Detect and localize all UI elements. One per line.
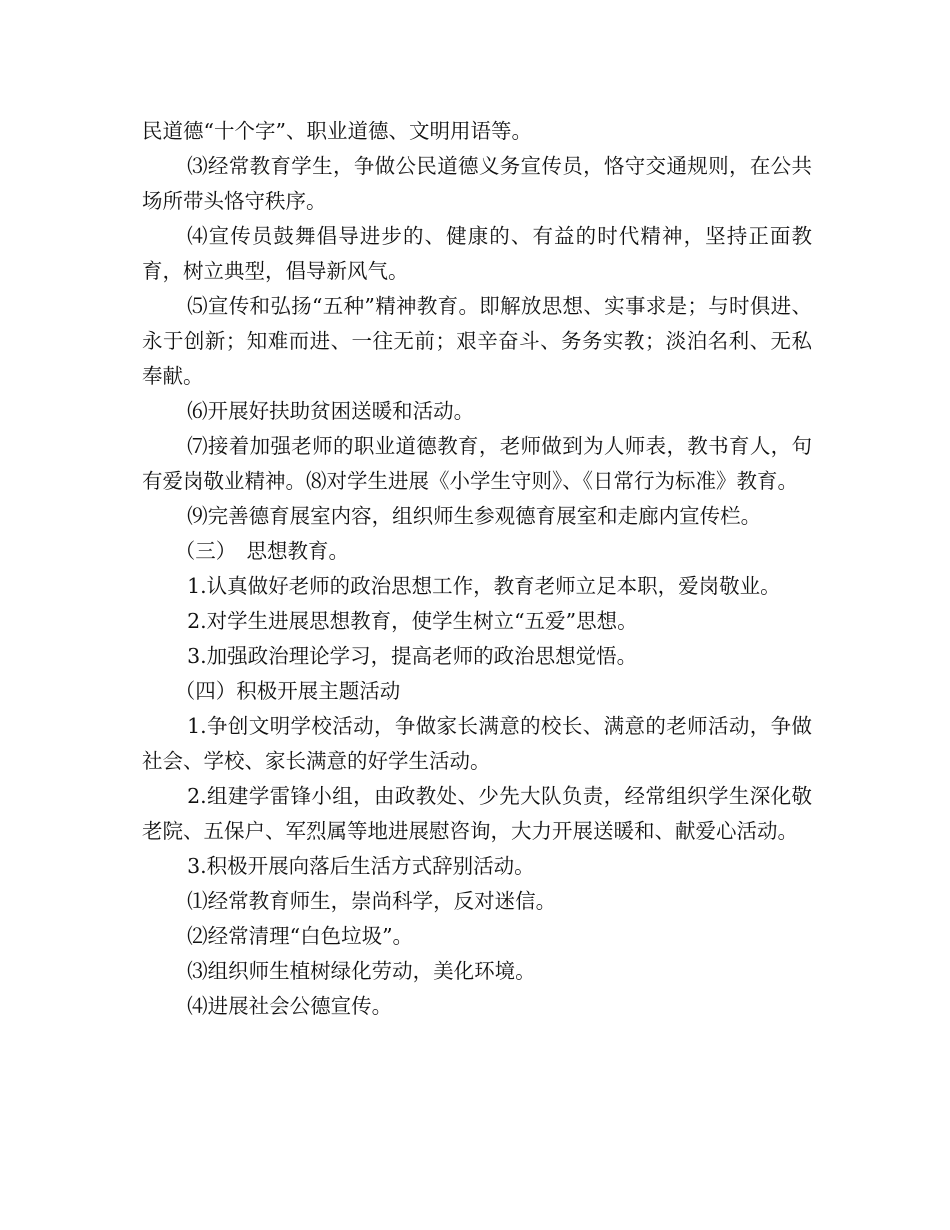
paragraph: 1.认真做好老师的政治思想工作，教育老师立足本职，爱岗敬业。	[187, 574, 781, 598]
paragraph: 2.对学生进展思想教育，使学生树立“五爱”思想。	[187, 609, 638, 633]
paragraph: ⑶组织师生植树绿化劳动，美化环境。	[187, 959, 536, 983]
paragraph: ⑶经常教育学生，争做公民道德义务宣传员，恪守交通规则，在公共场所带头恪守秩序。	[142, 154, 812, 213]
paragraph: ⑹开展好扶助贫困送暖和活动。	[187, 399, 475, 423]
paragraph: 民道德“十个字”、职业道德、文明用语等。	[142, 119, 532, 143]
paragraph: 1.争创文明学校活动，争做家长满意的校长、满意的老师活动，争做社会、学校、家长满意的好学生活动。	[142, 714, 812, 773]
paragraph: ⑸宣传和弘扬“五种”精神教育。即解放思想、实事求是；与时俱进、永于创新；知难而进、一往无前；艰辛奋斗、务务实教；淡泊名利、无私奉献。	[142, 294, 812, 388]
paragraph: 2.组建学雷锋小组，由政教处、少先大队负责，经常组织学生深化敬老院、五保户、军烈属等地进展慰咨询，大力开展送暖和、献爱心活动。	[142, 784, 812, 843]
paragraph: ⑷宣传员鼓舞倡导进步的、健康的、有益的时代精神，坚持正面教育，树立典型，倡导新风气。	[142, 224, 812, 283]
section-heading: （四）积极开展主题活动	[174, 679, 401, 703]
paragraph: 3.加强政治理论学习，提高老师的政治思想觉悟。	[187, 644, 638, 668]
paragraph: 3.积极开展向落后生活方式辞别活动。	[187, 854, 535, 878]
paragraph: ⑷进展社会公德宣传。	[187, 994, 393, 1018]
paragraph: ⑵经常清理“白色垃圾”。	[187, 924, 414, 948]
paragraph: ⑺接着加强老师的职业道德教育，老师做到为人师表，教书育人，句有爱岗敬业精神。⑻对学生进展《小学生守则》、《日常行为标准》教育。	[142, 434, 812, 493]
paragraph: ⑼完善德育展室内容，组织师生参观德育展室和走廊内宣传栏。	[187, 504, 762, 528]
section-heading: （三） 思想教育。	[174, 539, 350, 563]
paragraph: ⑴经常教育师生，崇尚科学，反对迷信。	[187, 889, 557, 913]
document-body	[142, 114, 812, 1024]
